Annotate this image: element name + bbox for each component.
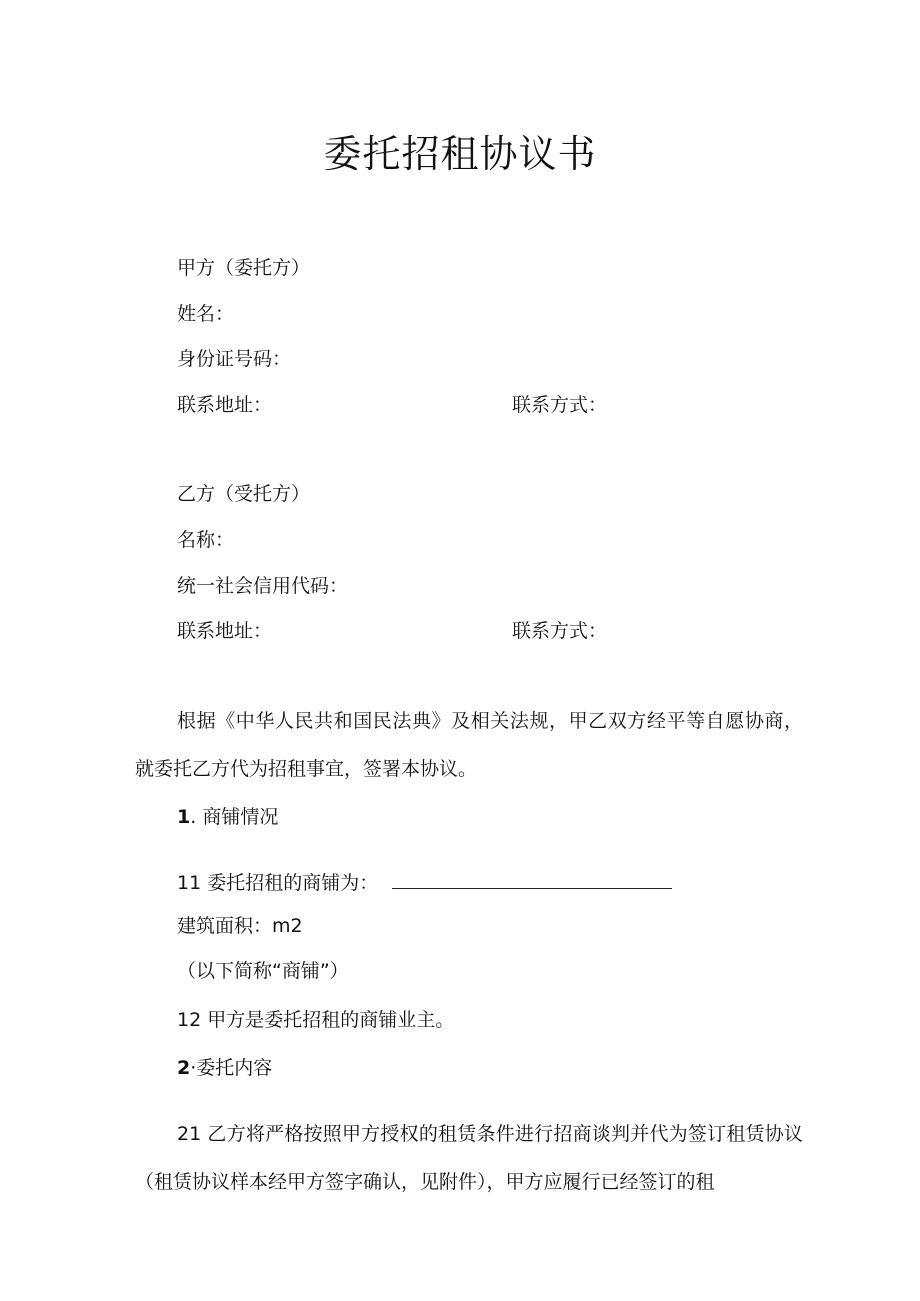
party-a-id-label: 身份证号码： [177, 348, 292, 370]
section-1-heading [177, 805, 278, 829]
party-b-address-label: 联系地址： [177, 620, 273, 642]
section-1-title: . 商铺情况 [190, 806, 279, 828]
party-b-credit-label: 统一社会信用代码： [177, 575, 349, 597]
item-1-1-text: 11 委托招租的商铺为： [177, 872, 379, 894]
party-a-heading: 甲方（委托方） [177, 257, 311, 279]
intro-paragraph: 根据《中华人民共和国民法典》及相关法规，甲乙双方经平等自愿协商，就委托乙方代为招租事宜，签署本协议。 [135, 710, 803, 780]
item-1-1 [177, 870, 672, 895]
building-area: 建筑面积：m2 [177, 915, 303, 937]
party-a-name-label: 姓名： [177, 303, 235, 325]
party-a-contact-label: 联系方式： [512, 394, 608, 416]
document-title: 委托招租协议书 [323, 132, 597, 176]
section-1-number: 1 [177, 806, 191, 828]
item-2-1: 21 乙方将严格按照甲方授权的租赁条件进行招商谈判并代为签订租赁协议（租赁协议样本经甲方签字确认，见附件），甲方应履行已经签订的租 [135, 1123, 803, 1193]
section-2-number: 2 [177, 1057, 191, 1079]
party-b-name-label: 名称： [177, 529, 235, 551]
party-b-heading: 乙方（受托方） [177, 483, 311, 505]
item-1-2: 12 甲方是委托招租的商铺业主。 [177, 1009, 455, 1031]
section-2-heading [177, 1056, 272, 1080]
shop-alias: （以下简称“商铺”） [177, 960, 349, 982]
party-b-contact-label: 联系方式： [512, 620, 608, 642]
section-2-title: ·委托内容 [190, 1057, 273, 1079]
shop-blank-line [392, 870, 672, 889]
party-a-address-label: 联系地址： [177, 394, 273, 416]
